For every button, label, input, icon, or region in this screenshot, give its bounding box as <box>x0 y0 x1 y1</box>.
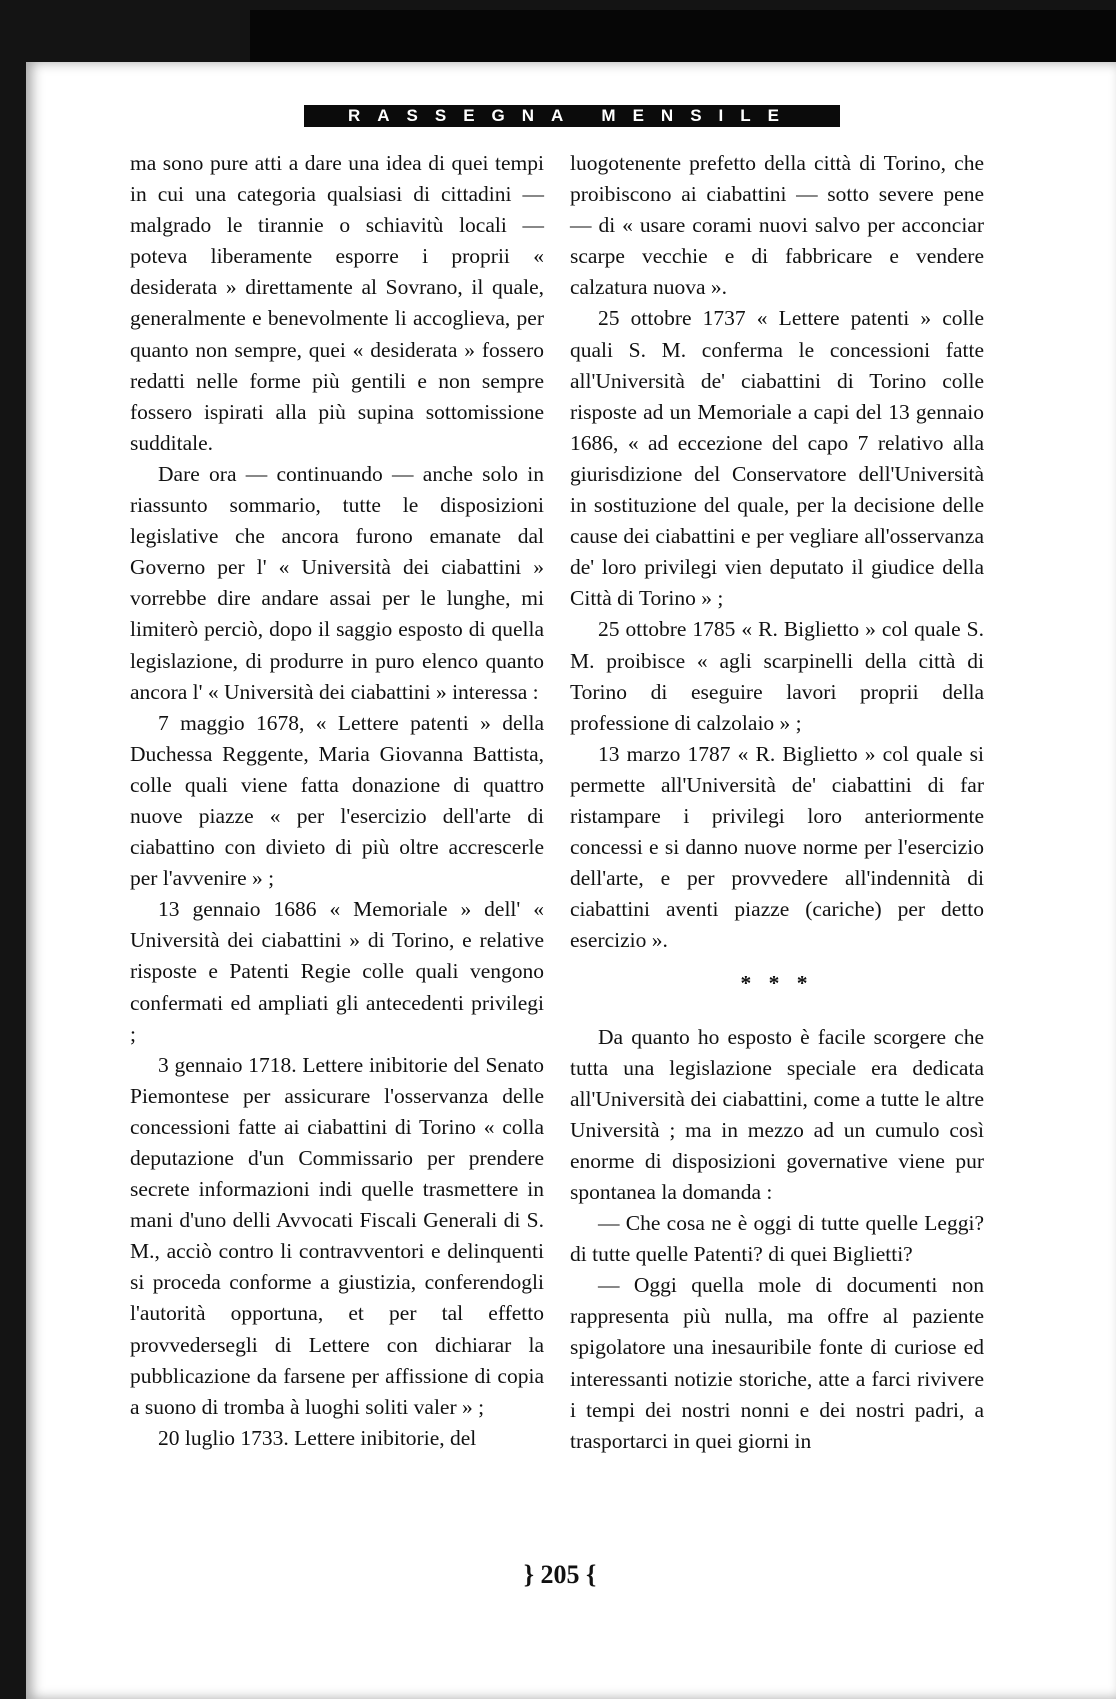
paragraph: 25 ottobre 1785 « R. Biglietto » col quale S. M. proibisce « agli scarpinelli della città di Torino di eseguire lavori proprii della professione di calzolaio » ; <box>570 617 984 735</box>
running-header: RASSEGNA MENSILE <box>304 105 840 127</box>
paragraph: — Oggi quella mole di documenti non rappresenta più nulla, ma offre al paziente spigolatore una inesauribile fonte di curiose ed interessanti notizie storiche, atte a farci rivivere i tempi dei nostri nonni e dei nostri padri, a trasportarci in quei giorni in <box>570 1273 984 1453</box>
paragraph: 13 marzo 1787 « R. Biglietto » col quale si permette all'Università de' ciabattini di far ristampare i privilegi loro anteriormente concessi e si danno nuove norme per l'esercizio dell'arte, e per provvedere all'indennità di ciabattini aventi piazze (cariche) per detto esercizio ». <box>570 741 984 953</box>
paragraph: 20 luglio 1733. Lettere inibitorie, del <box>158 1425 477 1450</box>
section-separator: * * * <box>740 971 814 996</box>
paragraph: 7 maggio 1678, « Lettere patenti » della Duchessa Reggente, Maria Giovanna Battista, colle quali viene fatta donazione di quattro nuove piazze « per l'esercizio dell'arte di ciabattino con divieto di più oltre accrescerle per l'avvenire » ; <box>130 710 544 891</box>
paragraph: 25 ottobre 1737 « Lettere patenti » colle quali S. M. conferma le concessioni fatte all'Università de' ciabattini di Torino colle risposte ad un Memoriale a capi del 13 gennaio 1686, « ad eccezione del capo 7 relativo alla giurisdizione del Conservatore dell'Università in sostituzione del quale, per la decisione delle cause dei ciabattini e per vegliare all'osservanza de' loro privilegi vien deputato il giudice della Città di Torino » ; <box>570 306 984 611</box>
paragraph: ma sono pure atti a dare una idea di quei tempi in cui una categoria qualsiasi di cittadini — malgrado le tirannie o schiavitù locali — poteva liberamente esporre i proprii « desiderata » direttamente al Sovrano, il quale, generalmente e benevolmente li accoglieva, per quanto non sempre, quei « desiderata » fossero redatti nelle forme più gentili e non sempre fossero ispirati alla più supina sottomissione sudditale. <box>130 151 544 455</box>
right-column <box>570 148 984 1457</box>
left-column <box>130 148 544 1454</box>
paragraph: 13 gennaio 1686 « Memoriale » dell' « Università dei ciabattini » di Torino, e relative risposte e Patenti Regie colle quali vengono confermati ed ampliati gli antecedenti privilegi ; <box>130 897 544 1046</box>
paragraph: — Che cosa ne è oggi di tutte quelle Leggi? di tutte quelle Patenti? di quei Biglietti? <box>570 1211 984 1267</box>
page-number: } 205 { <box>523 1560 597 1589</box>
paragraph: Dare ora — continuando — anche solo in riassunto sommario, tutte le disposizioni legislative che ancora furono emanate dal Governo per l' « Università dei ciabattini » vorrebbe dire andare assai per le lunghe, mi limiterò perciò, dopo il saggio esposto di quella legislazione, di produrre in puro elenco quanto ancora l' « Università dei ciabattini » interessa : <box>130 461 544 704</box>
paragraph: Da quanto ho esposto è facile scorgere che tutta una legislazione speciale era dedicata all'Università dei ciabattini, come a tutte le altre Università ; ma in mezzo ad un cumulo così enorme di disposizioni governative viene pur spontanea la domanda : <box>570 1024 984 1204</box>
paragraph: 3 gennaio 1718. Lettere inibitorie del Senato Piemontese per assicurare l'osservanza delle concessioni fatte ai ciabattini di Torino « colla deputazione d'un Commissario per prendere secrete informazioni indi quelle trasmettere in mani d'uno delli Avvocati Fiscali Generali di S. M., acciò contro li contravventori e delinquenti si proceda conforme a giustizia, conferendogli l'autorità opportuna, et per tal effetto provvedersegli di Lettere con dichiarar la pubblicazione da farsene per affissione di copia a suono di tromba à luoghi soliti valer » ; <box>130 1052 544 1419</box>
paragraph: luogotenente prefetto della città di Torino, che proibiscono ai ciabattini — sotto severe pene — di « usare corami nuovi salvo per acconciar scarpe vecchie e di fabbricare e vendere calzatura nuova ». <box>570 151 984 300</box>
